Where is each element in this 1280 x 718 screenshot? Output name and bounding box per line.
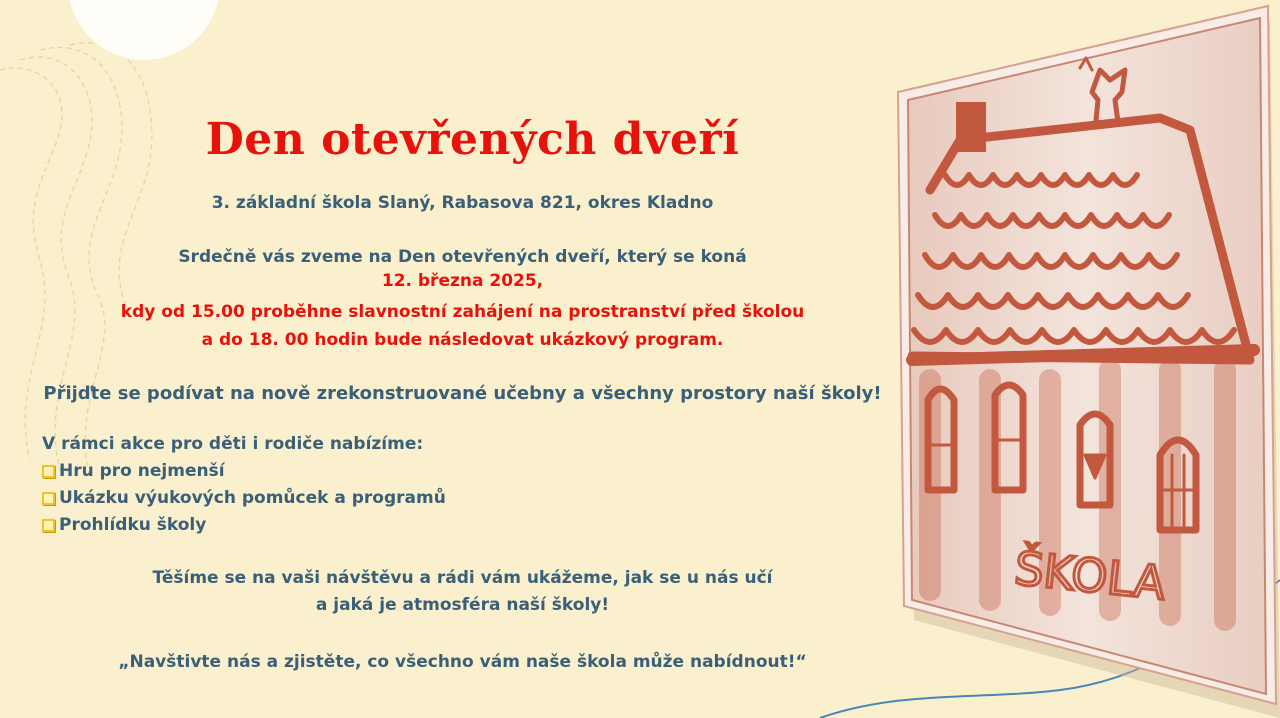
list-item bbox=[42, 512, 446, 539]
list-item bbox=[42, 458, 446, 485]
event-time-program: a do 18. 00 hodin bude následovat ukázkový program. bbox=[201, 330, 724, 350]
offer-section bbox=[42, 431, 446, 539]
list-item-label: Hru pro nejmenší bbox=[59, 461, 225, 481]
list-item-label: Ukázku výukových pomůcek a programů bbox=[59, 488, 446, 508]
closing-quote: „Navštivte nás a zjistěte, co všechno vám naše škola může nabídnout!“ bbox=[118, 652, 807, 672]
offer-list bbox=[42, 458, 446, 539]
closing-text-1: Těšíme se na vaši návštěvu a rádi vám ukážeme, jak se u nás učí bbox=[152, 568, 773, 588]
invitation-text: Srdečně vás zveme na Den otevřených dveří, který se koná bbox=[178, 247, 747, 267]
checkbox-bullet-icon bbox=[42, 492, 55, 505]
page-title: Den otevřených dveří bbox=[205, 114, 740, 165]
event-time-opening: kdy od 15.00 proběhne slavnostní zahájení na prostranství před školou bbox=[120, 302, 805, 322]
checkbox-bullet-icon bbox=[42, 519, 55, 532]
checkbox-bullet-icon bbox=[42, 465, 55, 478]
event-date: 12. března 2025, bbox=[381, 271, 544, 291]
visit-invitation: Přijďte se podívat na nově zrekonstruované učebny a všechny prostory naší školy! bbox=[43, 383, 882, 404]
list-item bbox=[42, 485, 446, 512]
offer-heading: V rámci akce pro děti i rodiče nabízíme: bbox=[42, 434, 424, 454]
list-item-label: Prohlídku školy bbox=[59, 515, 207, 535]
school-address: 3. základní škola Slaný, Rabasova 821, okres Kladno bbox=[211, 193, 714, 213]
drawing-label: ŠKOLA bbox=[1012, 540, 1169, 611]
school-drawing-image bbox=[880, 0, 1280, 718]
closing-text-2: a jaká je atmosféra naší školy! bbox=[315, 595, 610, 615]
